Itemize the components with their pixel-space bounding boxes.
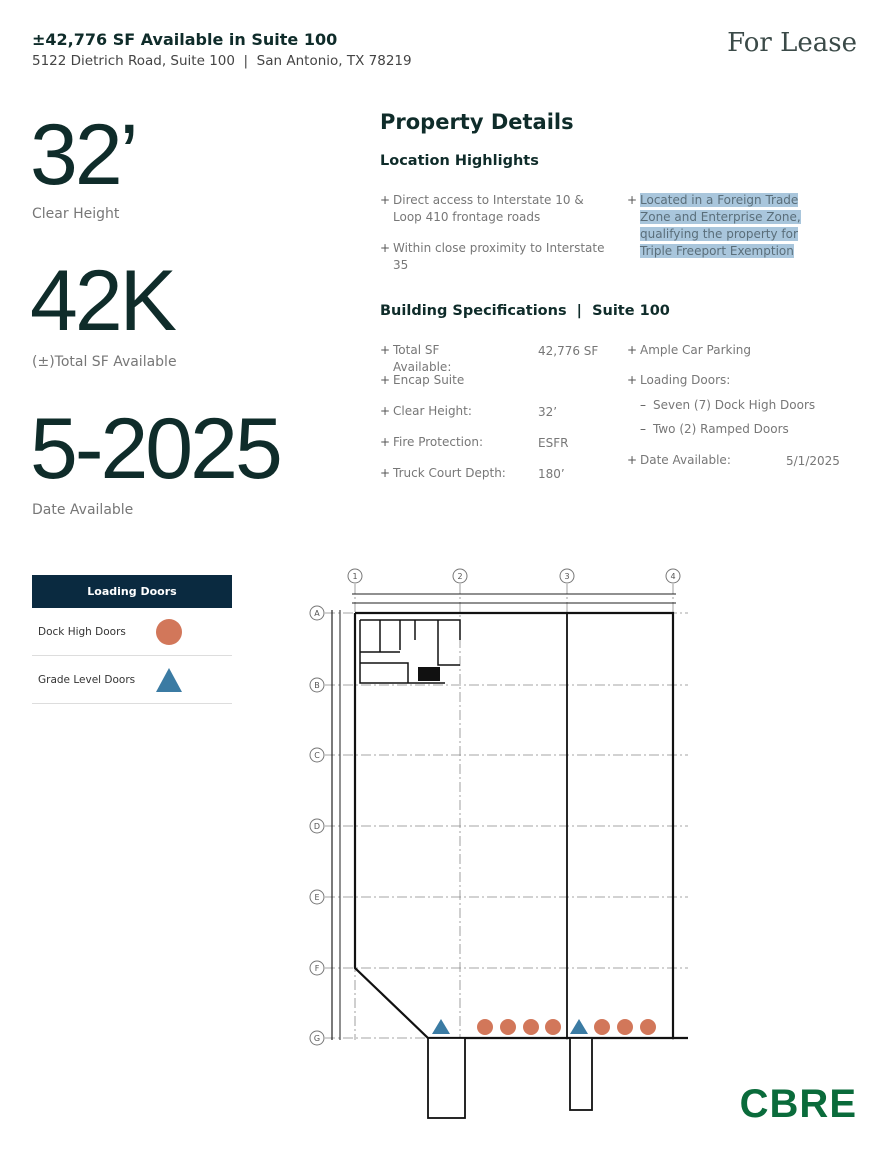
stat-sf-label: (±)Total SF Available [32, 354, 177, 370]
spec-value: 32’ [538, 405, 558, 419]
location-item: + Within close proximity to Interstate 35 [380, 241, 605, 272]
stat-date-value: 5-2025 [30, 401, 280, 497]
spec-item: + Date Available: [627, 453, 731, 467]
location-item: + Direct access to Interstate 10 & Loop 410 frontage roads [380, 193, 584, 224]
dock-high-door-marker [617, 1019, 633, 1035]
grid-column-label: 1 [352, 572, 358, 581]
grid-row-label: C [314, 751, 320, 760]
spec-value: 5/1/2025 [786, 454, 840, 468]
listing-title: ±42,776 SF Available in Suite 100 [32, 30, 338, 49]
building-specs-heading: Building Specifications | Suite 100 [380, 303, 670, 319]
grid-column-label: 4 [670, 572, 676, 581]
spec-subitem: – Two (2) Ramped Doors [640, 422, 789, 436]
grid-row-label: B [314, 681, 320, 690]
dock-high-door-marker [477, 1019, 493, 1035]
spec-item: + Ample Car Parking [627, 343, 752, 357]
stat-sf-value: 42K [30, 253, 175, 349]
spec-item: + Loading Doors: [627, 373, 731, 387]
cbre-logo: CBRE [739, 1082, 857, 1126]
stat-clear-height-label: Clear Height [32, 206, 120, 222]
dock-high-door-marker [545, 1019, 561, 1035]
dock-high-door-marker [640, 1019, 656, 1035]
ramp [428, 1038, 465, 1118]
grid-row-label: A [314, 609, 320, 618]
for-lease-badge: For Lease [727, 28, 857, 58]
spec-value: 180’ [538, 467, 565, 481]
dock-high-door-marker [500, 1019, 516, 1035]
grid-row-label: E [314, 893, 320, 902]
dock-high-door-marker [594, 1019, 610, 1035]
location-item: + Located in a Foreign Trade Zone and Enterprise Zone, qualifying the property for Triple Freeport Exemption [627, 193, 801, 258]
address: 5122 Dietrich Road, Suite 100 | San Antonio, TX 78219 [32, 53, 412, 69]
grade-level-door-marker [432, 1019, 450, 1034]
building-outline [355, 613, 688, 1038]
spec-item: + Fire Protection: [380, 435, 483, 449]
grade-level-door-marker [570, 1019, 588, 1034]
spec-value: 42,776 SF [538, 344, 599, 358]
grid-column-label: 3 [564, 572, 570, 581]
spec-item: + Total SF Available: [380, 343, 452, 374]
legend-heading: Loading Doors [32, 575, 232, 608]
property-details-heading: Property Details [380, 110, 574, 134]
dock-high-door-marker [523, 1019, 539, 1035]
spec-item: + Clear Height: [380, 404, 472, 418]
location-highlights-heading: Location Highlights [380, 153, 539, 169]
highlighted-text: Located in a Foreign Trade Zone and Enterprise Zone, qualifying the property for Triple Freeport Exemption [640, 193, 801, 258]
office-restroom [418, 667, 440, 681]
stat-clear-height-value: 32’ [30, 107, 136, 203]
legend-row-dock: Dock High Doors [32, 608, 232, 656]
grid-row-label: G [313, 1034, 321, 1043]
grid-column-label: 2 [457, 572, 463, 581]
spec-subitem: – Seven (7) Dock High Doors [640, 398, 816, 412]
spec-item: + Truck Court Depth: [380, 466, 506, 480]
stat-date-label: Date Available [32, 502, 134, 518]
legend-row-grade: Grade Level Doors [32, 656, 232, 704]
grid-row-label: D [313, 822, 321, 831]
spec-item: + Encap Suite [380, 373, 465, 387]
ramp [570, 1038, 592, 1110]
grid-row-label: F [314, 964, 320, 973]
spec-value: ESFR [538, 436, 569, 450]
office-area [360, 620, 460, 683]
